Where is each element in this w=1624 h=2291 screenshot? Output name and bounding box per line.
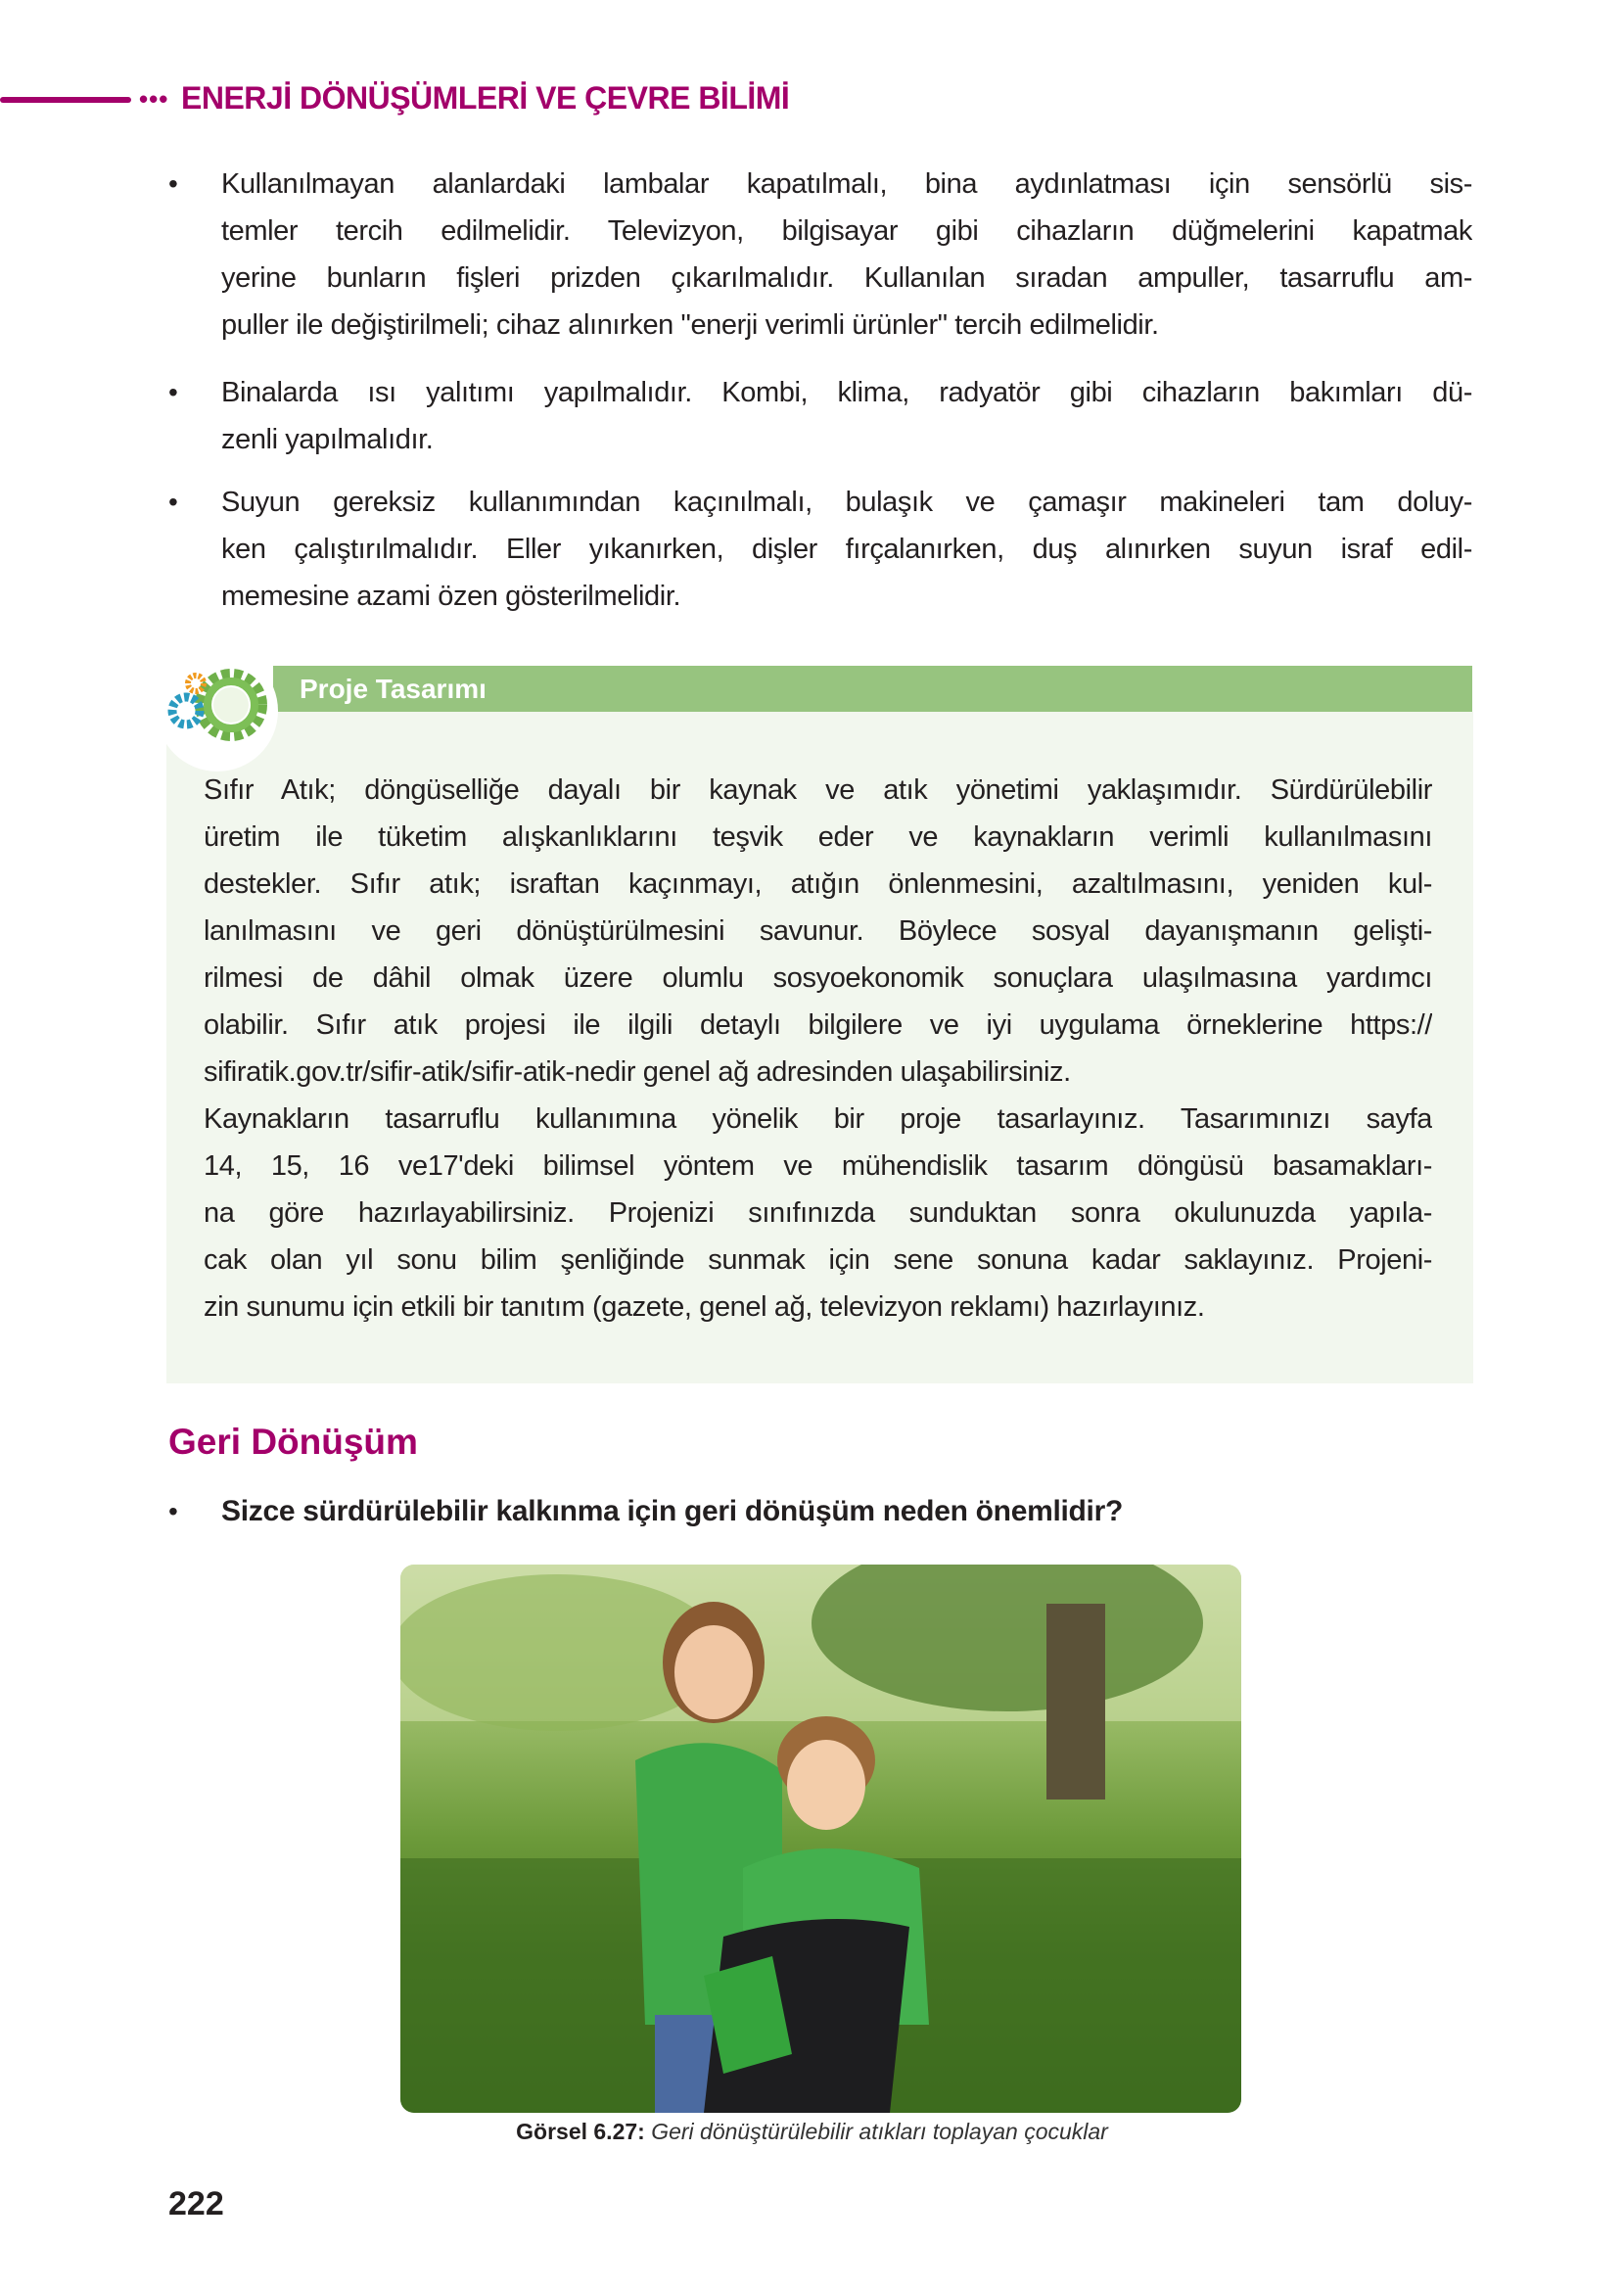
- project-box-header: [273, 666, 1472, 712]
- question-text: Sizce sürdürülebilir kalkınma için geri dönüşüm neden önemlidir?: [221, 1495, 1123, 1527]
- text-line: sifiratik.gov.tr/sifir-atik/sifir-atik-nedir genel ağ adresinden ulaşabilirsiniz.: [204, 1056, 1071, 1088]
- text-line: Kaynakların tasarruflu kullanımına yönelik bir proje tasarlayınız. Tasarımınızı sayfa: [204, 1103, 1432, 1135]
- text-line: puller ile değiştirilmeli; cihaz alınırken "enerji verimli ürünler" tercih edilmelidir.: [221, 309, 1159, 341]
- text-line: Sıfır Atık; döngüselliğe dayalı bir kaynak ve atık yönetimi yaklaşımıdır. Sürdürülebilir: [204, 774, 1432, 806]
- bullet-marker: •: [168, 1496, 178, 1526]
- text-line: temler tercih edilmelidir. Televizyon, bilgisayar gibi cihazların düğmelerini kapatmak: [221, 215, 1472, 247]
- text-line: Binalarda ısı yalıtımı yapılmalıdır. Kombi, klima, radyatör gibi cihazların bakımları dü-: [221, 377, 1472, 408]
- header-rule: [0, 97, 131, 103]
- text-line: cak olan yıl sonu bilim şenliğinde sunmak için sene sonuna kadar saklayınız. Projeni-: [204, 1244, 1432, 1276]
- text-line: na göre hazırlayabilirsiniz. Projenizi sınıfınızda sunduktan sonra okulunuzda yapıla-: [204, 1197, 1432, 1229]
- text-line: memesine azami özen gösterilmelidir.: [221, 581, 681, 612]
- figure-label: Görsel 6.27:: [516, 2119, 645, 2144]
- text-line: 14, 15, 16 ve17'deki bilimsel yöntem ve mühendislik tasarım döngüsü basamakları-: [204, 1150, 1432, 1182]
- figure-caption: [0, 2119, 1624, 2145]
- recycling-children-photo: [400, 1565, 1241, 2113]
- project-box-title: Proje Tasarımı: [300, 674, 487, 704]
- section-heading: Geri Dönüşüm: [168, 1422, 418, 1462]
- bullet-paragraph-2: [168, 369, 1472, 463]
- text-line: Kullanılmayan alanlardaki lambalar kapatılmalı, bina aydınlatması için sensörlü sis-: [221, 168, 1472, 200]
- page-number: 222: [168, 2185, 224, 2222]
- text-line: zenli yapılmalıdır.: [221, 424, 434, 455]
- text-line: ken çalıştırılmalıdır. Eller yıkanırken, dişler fırçalanırken, duş alınırken suyun israf edil-: [221, 534, 1472, 565]
- bullet-marker: •: [168, 377, 178, 407]
- text-line: destekler. Sıfır atık; israftan kaçınmayı, atığın önlenmesini, azaltılmasını, yeniden kul-: [204, 868, 1432, 900]
- bullet-marker: •: [168, 487, 178, 517]
- figure-caption-text: Geri dönüştürülebilir atıkları toplayan çocuklar: [644, 2119, 1108, 2144]
- text-line: yerine bunların fişleri prizden çıkarılmalıdır. Kullanılan sıradan ampuller, tasarruflu am-: [221, 262, 1472, 294]
- text-line: rilmesi de dâhil olmak üzere olumlu sosyoekonomik sonuçlara ulaşılmasına yardımcı: [204, 962, 1432, 994]
- header-dots: •••: [139, 84, 169, 114]
- text-line: lanılmasını ve geri dönüştürülmesini savunur. Böylece sosyal dayanışmanın gelişti-: [204, 915, 1432, 947]
- bullet-paragraph-3: [168, 479, 1472, 620]
- bullet-paragraph-1: [168, 161, 1472, 349]
- bullet-marker: •: [168, 168, 178, 199]
- text-line: olabilir. Sıfır atık projesi ile ilgili detaylı bilgilere ve iyi uygulama örneklerine https://: [204, 1009, 1432, 1041]
- gears-icon: [157, 650, 278, 771]
- text-line: zin sunumu için etkili bir tanıtım (gazete, genel ağ, televizyon reklamı) hazırlayınız.: [204, 1291, 1205, 1323]
- text-line: Suyun gereksiz kullanımından kaçınılmalı, bulaşık ve çamaşır makineleri tam doluy-: [221, 487, 1472, 518]
- chapter-title: ENERJİ DÖNÜŞÜMLERİ VE ÇEVRE BİLİMİ: [181, 80, 790, 116]
- project-box-text: [204, 767, 1432, 1331]
- text-line: üretim ile tüketim alışkanlıklarını teşvik eder ve kaynakların verimli kullanılmasını: [204, 821, 1432, 853]
